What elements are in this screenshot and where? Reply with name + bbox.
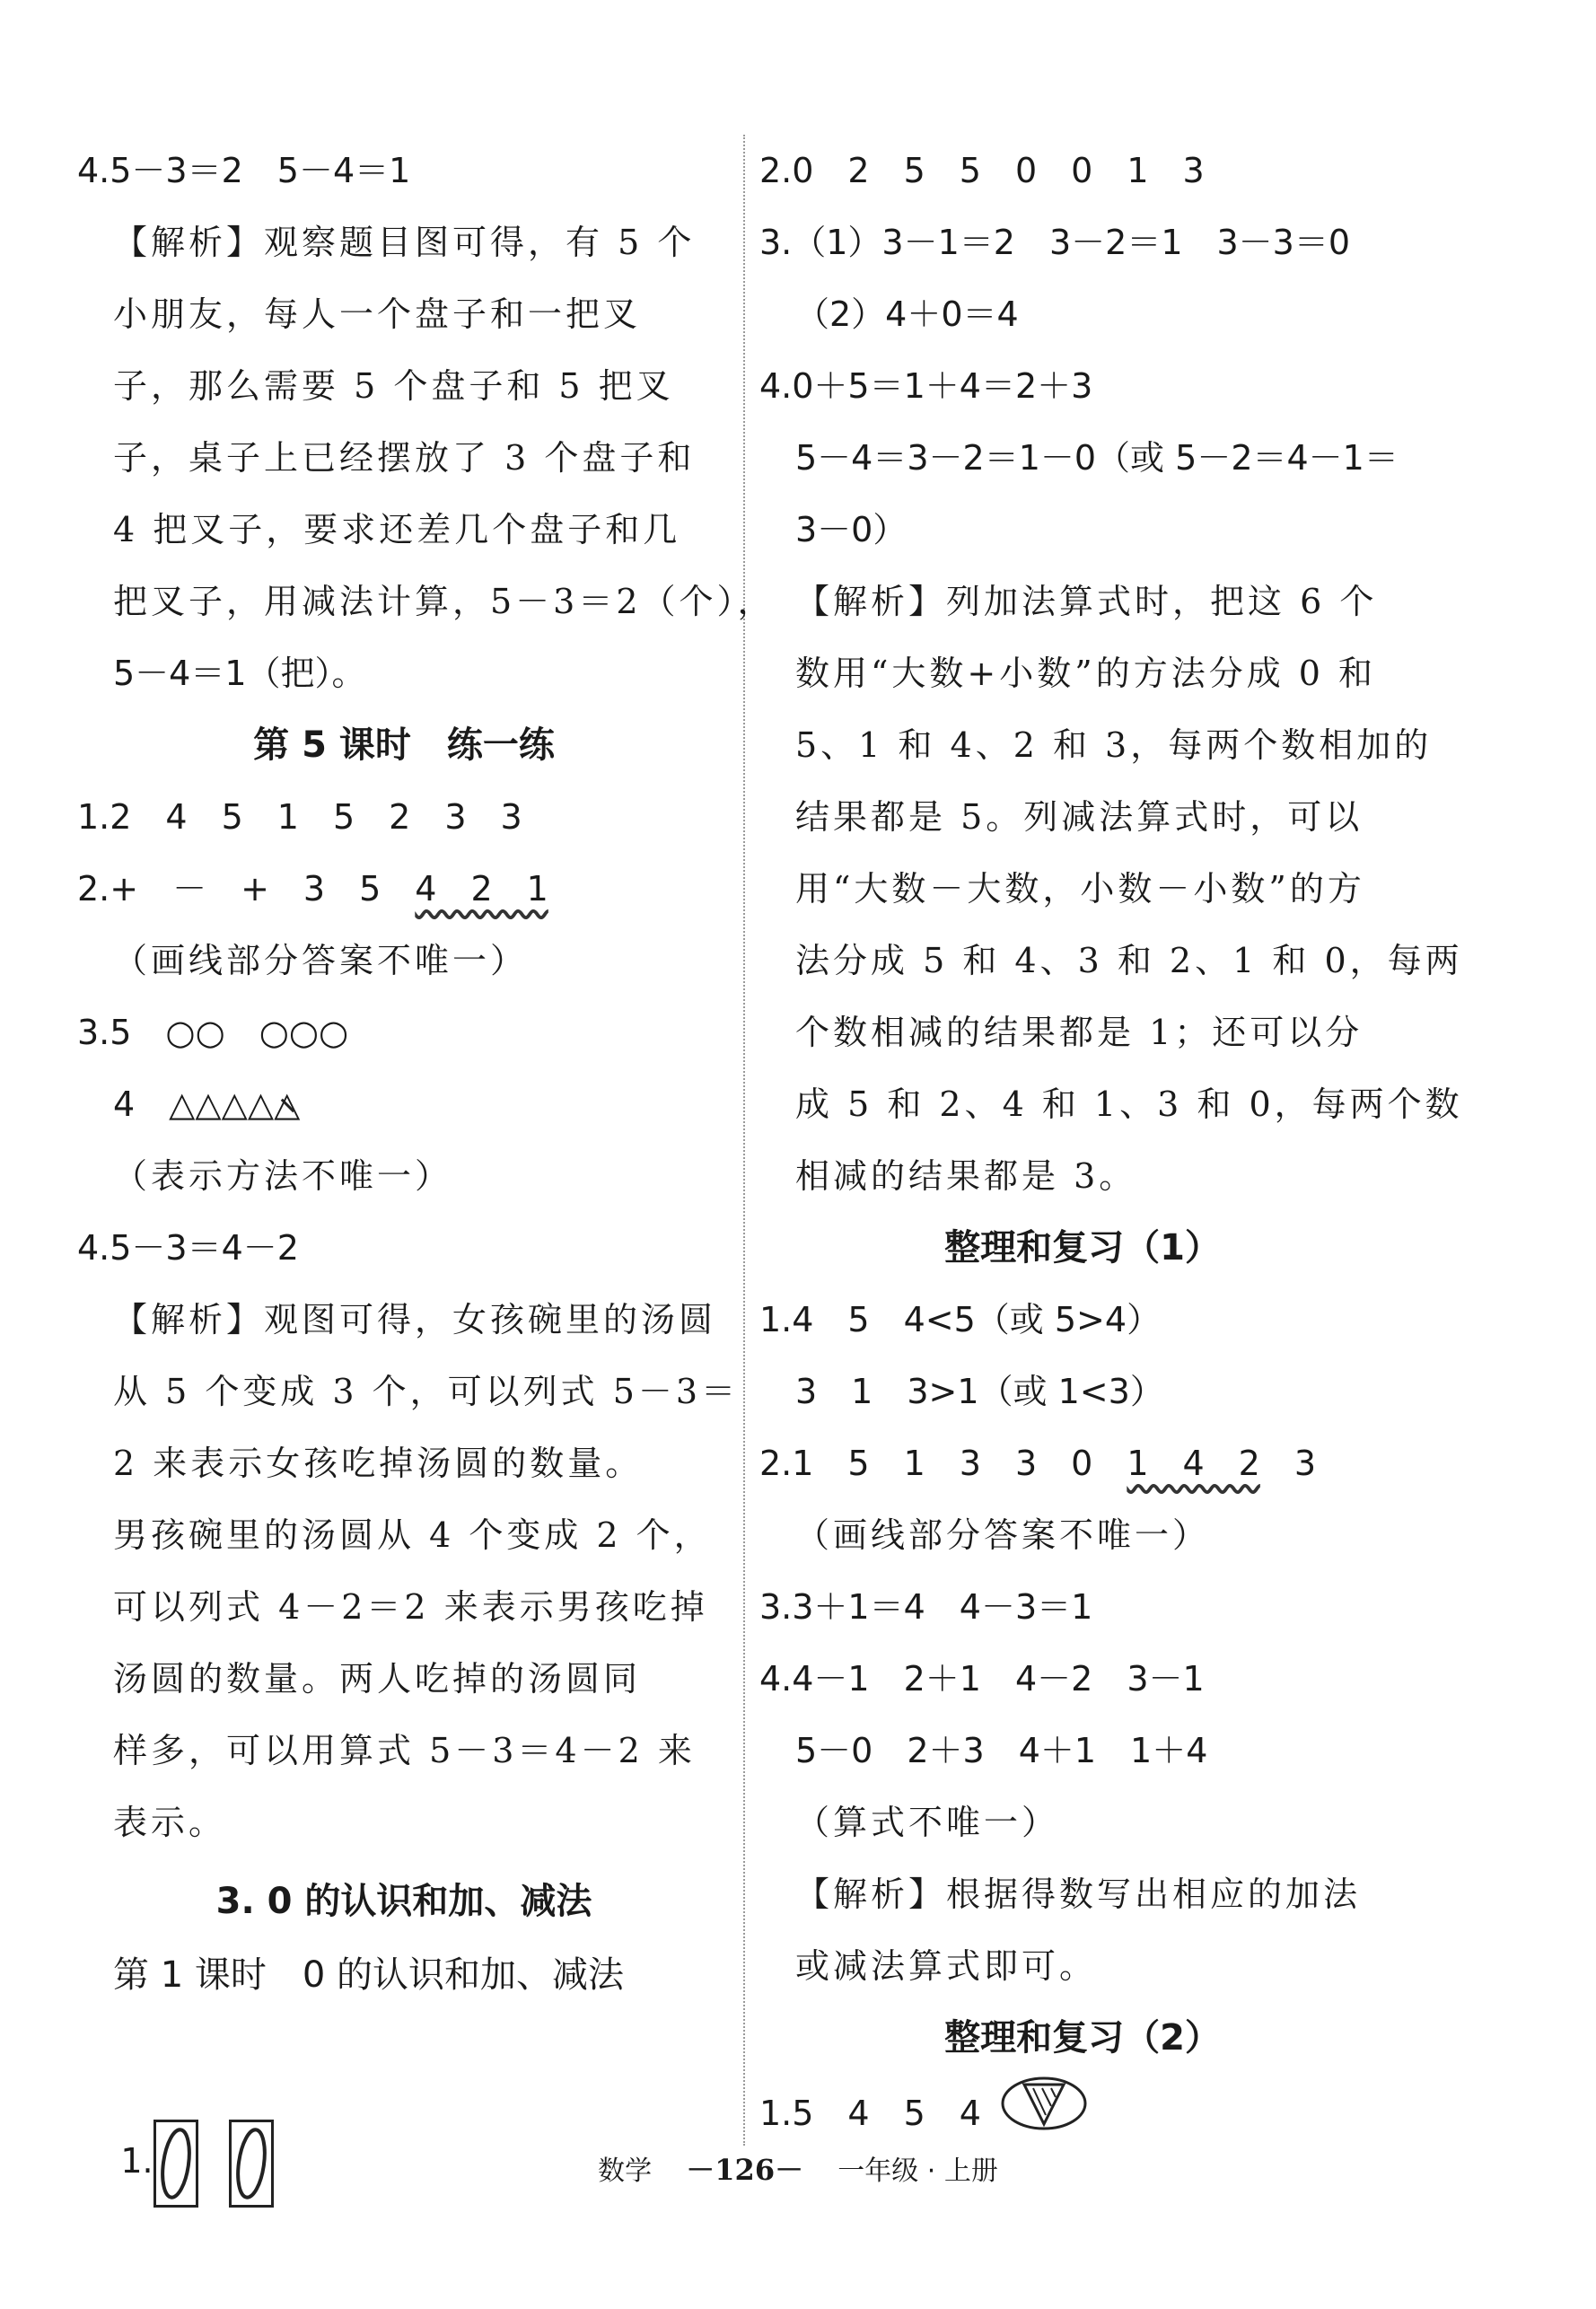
note-line: （算式不唯一） (795, 1803, 1060, 1842)
lesson-heading: 第 1 课时 0 的认识和加、减法 (113, 1954, 625, 1996)
answer-text: 2.1 5 1 3 3 0 (759, 1444, 1127, 1483)
answer-line: 4.5－3＝4－2 (77, 1228, 299, 1268)
wavy-underlined-answer: 4 2 1 (415, 869, 548, 909)
analysis-line: 4 把叉子，要求还差几个盘子和几 (113, 510, 681, 549)
analysis-line: 样多，可以用算式 5－3＝4－2 来 (113, 1731, 696, 1770)
analysis-line: 数用“大数+小数”的方法分成 0 和 (795, 654, 1377, 693)
footer-subject: 数学 (598, 2155, 653, 2187)
answer-line: 5－0 2＋3 4＋1 1＋4 (795, 1731, 1208, 1770)
answer-line: 2.0 2 5 5 0 0 1 3 (759, 151, 1205, 190)
answer-line: 4.4－1 2＋1 4－2 3－1 (759, 1659, 1205, 1699)
analysis-line: 汤圆的数量。两人吃掉的汤圆同 (113, 1659, 642, 1699)
triangle-in-oval-icon (999, 2074, 1089, 2157)
analysis-line: 结果都是 5。列减法算式时，可以 (795, 797, 1364, 837)
triangles-text: 4 △△△△ (113, 1084, 275, 1124)
analysis-line: 【解析】观图可得，女孩碗里的汤圆 (113, 1300, 717, 1339)
analysis-line: 2 来表示女孩吃掉汤圆的数量。 (113, 1444, 644, 1483)
analysis-line: 【解析】观察题目图可得，有 5 个 (113, 223, 696, 262)
answer-line (77, 1068, 731, 1140)
note-line: （画线部分答案不唯一） (113, 941, 529, 980)
page-footer (0, 2147, 1596, 2189)
answer-line: 3.（1）3－1＝2 3－2＝1 3－3＝0 (759, 223, 1351, 262)
analysis-line: 可以列式 4－2＝2 来表示男孩吃掉 (113, 1587, 708, 1627)
analysis-line: 【解析】列加法算式时，把这 6 个 (795, 582, 1378, 621)
section-heading: 整理和复习（1） (944, 1227, 1221, 1269)
crossed-triangle: △ (274, 1068, 300, 1140)
analysis-line: 子，那么需要 5 个盘子和 5 把叉 (113, 366, 674, 406)
answer-line (77, 853, 731, 925)
answer-line: 5－4＝3－2＝1－0（或 5－2＝4－1＝ (795, 438, 1399, 478)
note-line: （表示方法不唯一） (113, 1156, 453, 1196)
section-heading: 第 5 课时 练一练 (253, 724, 555, 766)
analysis-line: 5－4＝1（把）。 (113, 654, 366, 693)
column-divider (743, 135, 745, 2146)
answer-line: 4.5－3＝2 5－4＝1 (77, 151, 411, 190)
analysis-line: 或减法算式即可。 (795, 1946, 1098, 1986)
answer-line: 3.5 ○○ ○○○ (77, 1013, 349, 1052)
analysis-line: 把叉子，用减法计算，5－3＝2（个）， (113, 582, 776, 621)
chapter-heading: 3. 0 的认识和加、减法 (215, 1881, 592, 1922)
answer-line: 3 1 3>1（或 1<3） (795, 1372, 1164, 1411)
analysis-line: 男孩碗里的汤圆从 4 个变成 2 个， (113, 1515, 712, 1555)
analysis-line: 子，桌子上已经摆放了 3 个盘子和 (113, 438, 696, 478)
analysis-line: 【解析】根据得数写出相应的加法 (795, 1874, 1362, 1914)
note-line: （画线部分答案不唯一） (795, 1515, 1211, 1555)
answer-line: 1.2 4 5 1 5 2 3 3 (77, 797, 522, 837)
answer-line: 4.0＋5＝1＋4＝2＋3 (759, 366, 1093, 406)
answer-text: 3 (1259, 1444, 1317, 1483)
answer-line (759, 2074, 1406, 2146)
answer-number: 1. (120, 2141, 153, 2181)
footer-grade: 一年级 · 上册 (837, 2155, 998, 2187)
wavy-underlined-answer: 1 4 2 (1127, 1444, 1260, 1483)
analysis-line: 法分成 5 和 4、3 和 2、1 和 0，每两 (795, 941, 1463, 980)
answer-line: 1.4 5 4<5（或 5>4） (759, 1300, 1162, 1339)
analysis-line: 5、1 和 4、2 和 3，每两个数相加的 (795, 725, 1433, 765)
page-number: －126－ (686, 2153, 804, 2187)
analysis-line: 用“大数－大数，小数－小数”的方 (795, 869, 1365, 909)
section-heading: 整理和复习（2） (944, 2017, 1221, 2059)
analysis-line: 小朋友，每人一个盘子和一把叉 (113, 294, 642, 334)
right-column (759, 135, 1463, 2146)
answer-line: （2）4＋0＝4 (795, 294, 1019, 334)
analysis-line: 成 5 和 2、4 和 1、3 和 0，每两个数 (795, 1084, 1463, 1124)
answer-text: 1.5 4 5 4 (759, 2094, 981, 2133)
analysis-line: 从 5 个变成 3 个，可以列式 5－3＝ (113, 1372, 740, 1411)
analysis-line: 相减的结果都是 3。 (795, 1156, 1137, 1196)
analysis-line: 表示。 (113, 1803, 227, 1842)
answer-line: 3.3＋1＝4 4－3＝1 (759, 1587, 1093, 1627)
answer-text: 2.+ － + 3 5 (77, 869, 416, 909)
answer-line (759, 1427, 1406, 1499)
answer-line: 3－0） (795, 510, 908, 549)
analysis-line: 个数相减的结果都是 1；还可以分 (795, 1013, 1364, 1052)
